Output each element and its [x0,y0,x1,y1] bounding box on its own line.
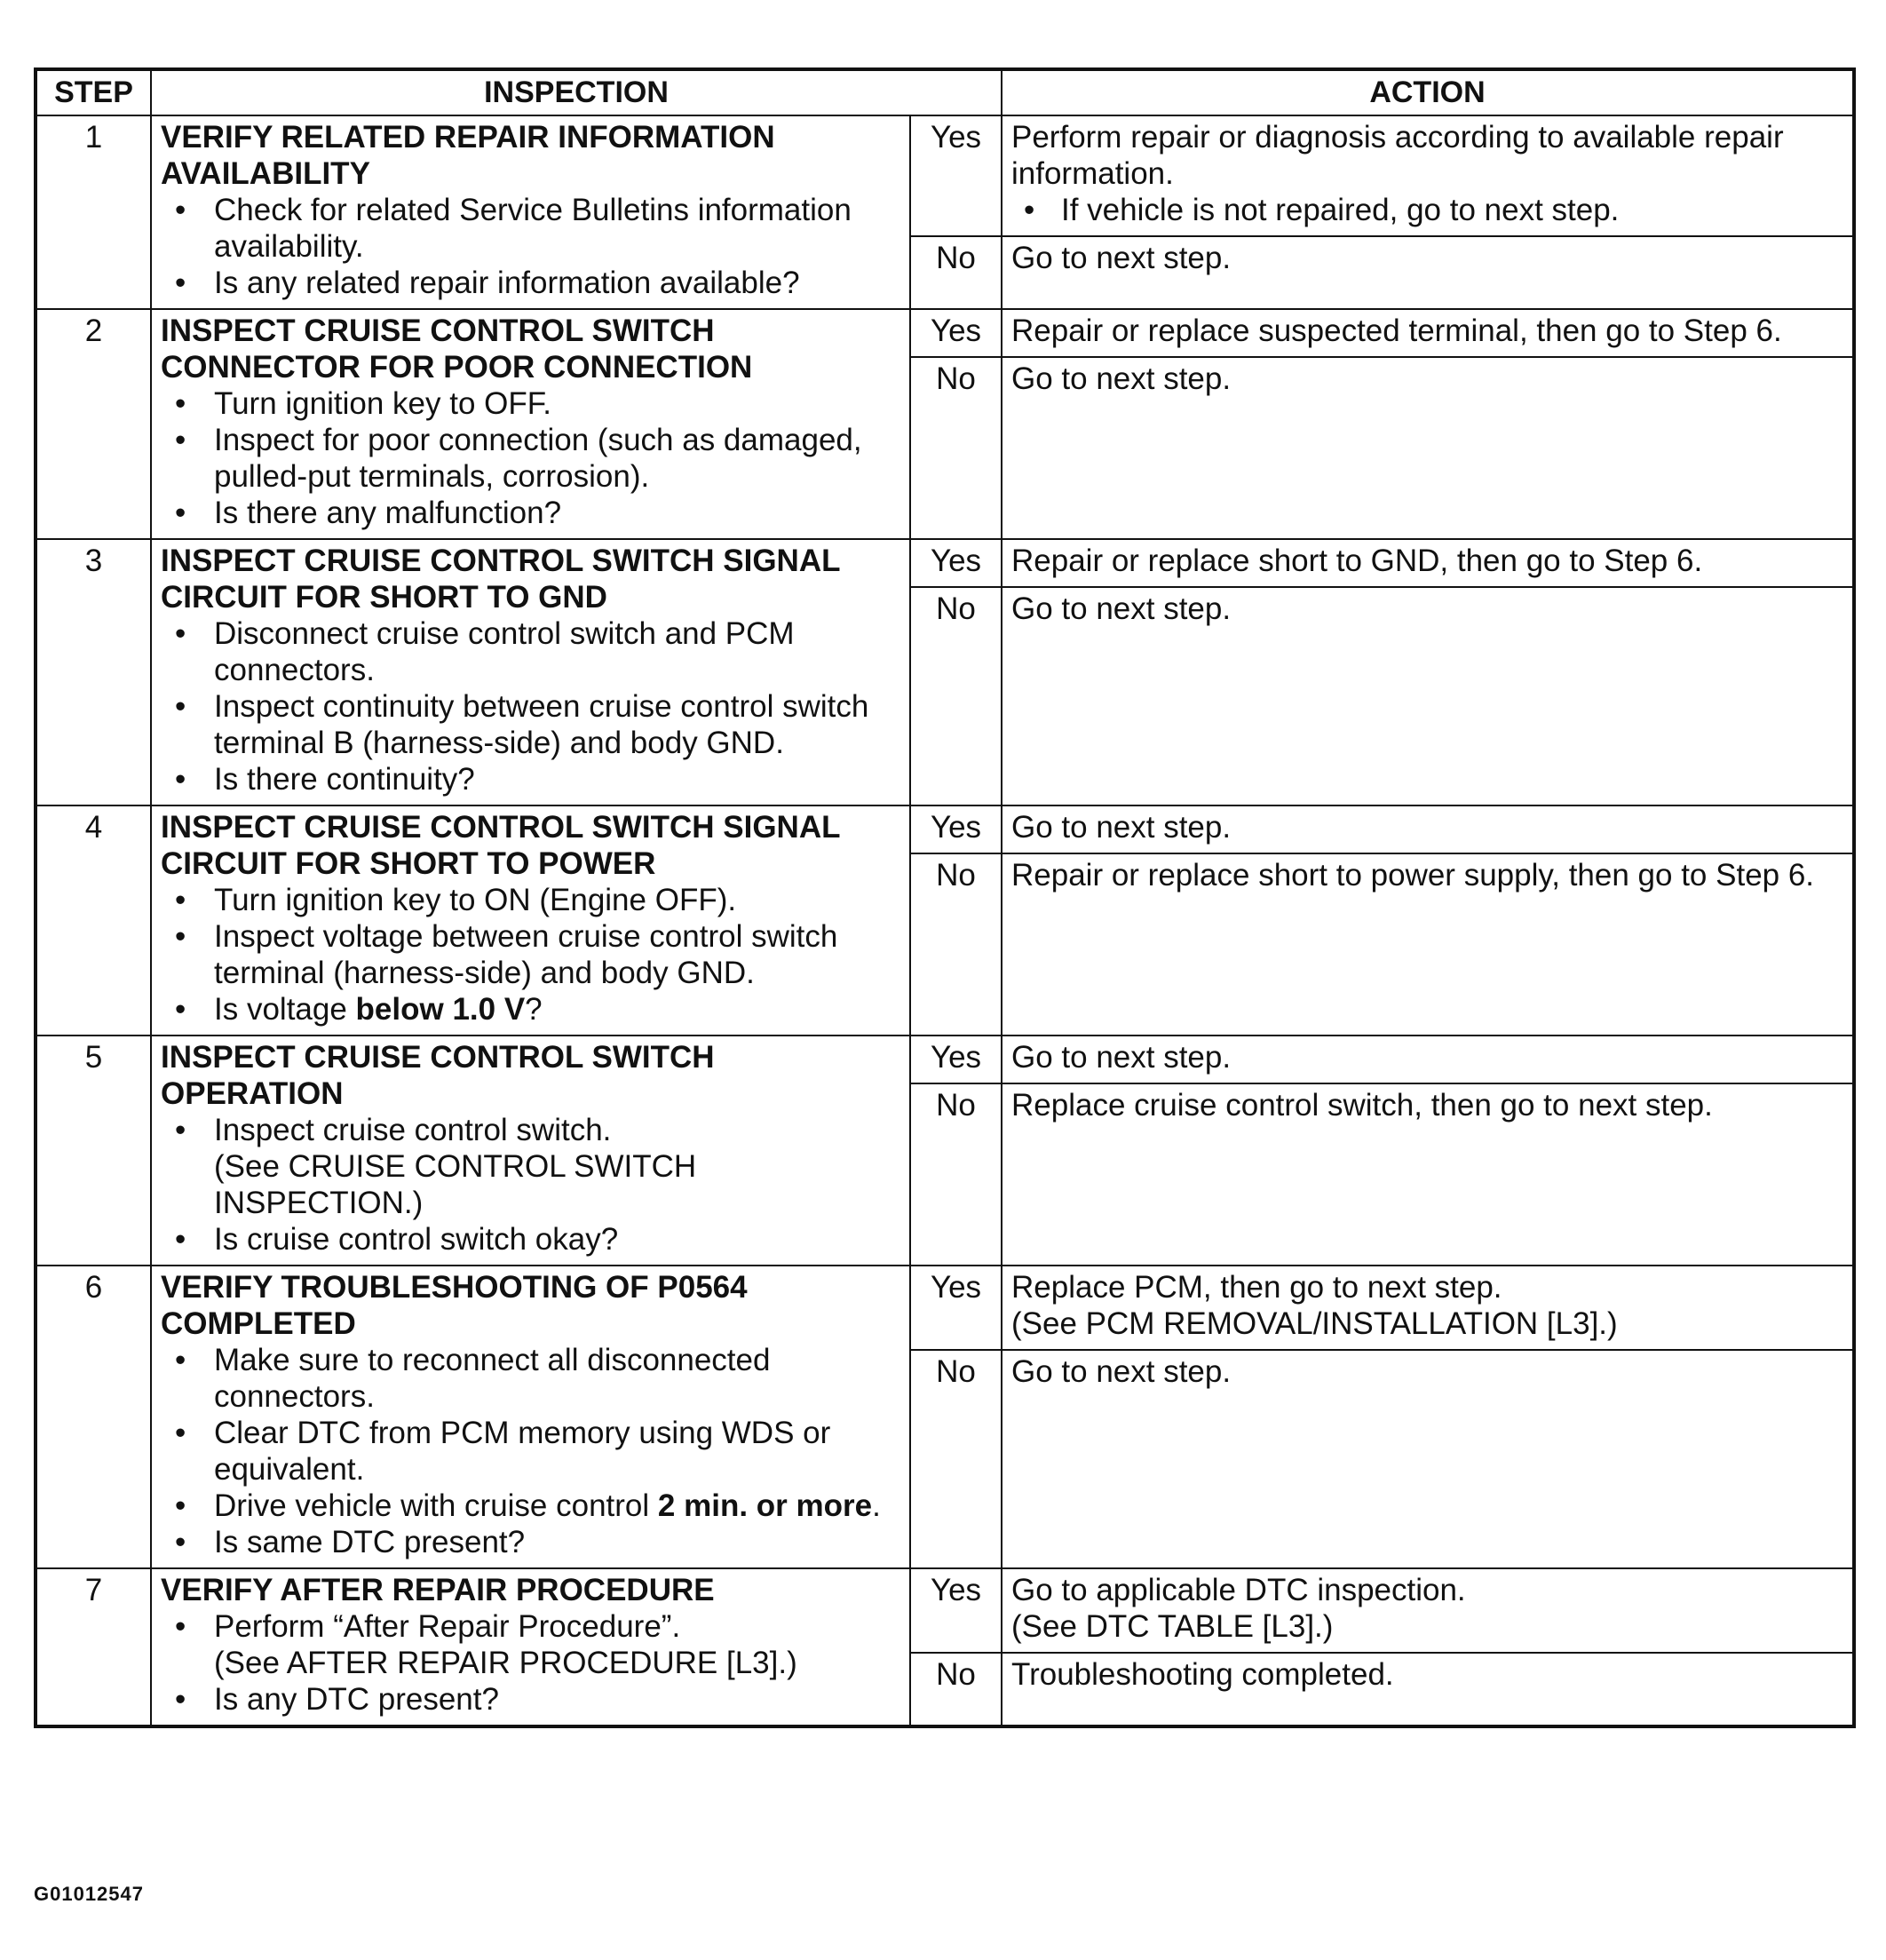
step-number: 7 [36,1568,151,1726]
inspection-bullet: • Is there continuity? [161,761,900,797]
step-5-yes-row [36,1036,1854,1083]
no-label: No [910,587,1002,805]
yes-action-text: Perform repair or diagnosis according to available repair information. [1011,120,1784,191]
step-inspection [151,115,910,309]
step-title: VERIFY AFTER REPAIR PROCEDURE [161,1573,715,1607]
yes-action: Go to next step. [1002,1036,1854,1083]
step-3-yes-row [36,539,1854,587]
bullet-reference: (See CRUISE CONTROL SWITCH INSPECTION.) [214,1149,697,1220]
header-row [36,69,1854,115]
inspection-bullet: • Is any related repair information available? [161,265,900,301]
diagnostic-table [34,67,1856,1728]
step-number: 5 [36,1036,151,1266]
inspection-bullet: • Is cruise control switch okay? [161,1221,900,1258]
bullet-text: Drive vehicle with cruise control [214,1488,658,1523]
header-step: STEP [36,69,151,115]
yes-label: Yes [910,1036,1002,1083]
step-number: 6 [36,1266,151,1568]
no-action: Repair or replace short to power supply, then go to Step 6. [1002,853,1854,1036]
inspection-bullet: • Inspect voltage between cruise control switch terminal (harness-side) and body GND. [161,918,900,991]
figure-id: G01012547 [34,1883,144,1905]
header-inspection: INSPECTION [151,69,1002,115]
no-action: Go to next step. [1002,1350,1854,1568]
yes-action: Repair or replace suspected terminal, then go to Step 6. [1002,309,1854,357]
step-inspection [151,805,910,1036]
bullet-text: ? [525,992,543,1027]
inspection-bullet: • Inspect for poor connection (such as damaged, pulled-put terminals, corrosion). [161,422,900,495]
no-action: Go to next step. [1002,587,1854,805]
step-inspection [151,1266,910,1568]
step-number: 1 [36,115,151,309]
yes-action [1002,115,1854,236]
no-action: Troubleshooting completed. [1002,1653,1854,1726]
yes-label: Yes [910,1266,1002,1350]
inspection-bullets [161,1342,900,1560]
step-4-yes-row [36,805,1854,853]
inspection-bullets [161,1608,900,1718]
inspection-bullet: • Turn ignition key to ON (Engine OFF). [161,882,900,918]
inspection-bullets [161,1112,900,1258]
step-1-yes-row [36,115,1854,236]
no-label: No [910,357,1002,539]
inspection-bullet: • Disconnect cruise control switch and PCM connectors. [161,615,900,688]
inspection-bullets [161,615,900,797]
yes-label: Yes [910,805,1002,853]
step-inspection [151,309,910,539]
bullet-text: • Inspect cruise control switch. [214,1113,612,1147]
no-label: No [910,853,1002,1036]
bullet-text: • Perform “After Repair Procedure”. [214,1609,681,1644]
inspection-bullet: • Turn ignition key to OFF. [161,385,900,422]
inspection-bullet: • Check for related Service Bulletins information availability. [161,192,900,265]
bullet-text: Is voltage [214,992,356,1027]
step-inspection [151,1036,910,1266]
no-action: Go to next step. [1002,357,1854,539]
bullet-emphasis: 2 min. or more [657,1488,873,1523]
step-7-yes-row [36,1568,1854,1653]
yes-action-sub: • If vehicle is not repaired, go to next step. [1011,192,1843,228]
inspection-bullet: • Clear DTC from PCM memory using WDS or equivalent. [161,1415,900,1488]
header-action: ACTION [1002,69,1854,115]
bullet-text: . [872,1488,881,1523]
inspection-bullet: • Is any DTC present? [161,1681,900,1718]
yes-action: Repair or replace short to GND, then go to Step 6. [1002,539,1854,587]
inspection-bullet: • Inspect continuity between cruise control switch terminal B (harness-side) and body GND. [161,688,900,761]
yes-action-reference: (See DTC TABLE [L3].) [1011,1609,1334,1644]
step-number: 4 [36,805,151,1036]
inspection-bullet: • Make sure to reconnect all disconnected connectors. [161,1342,900,1415]
no-action: Replace cruise control switch, then go to next step. [1002,1083,1854,1266]
yes-label: Yes [910,539,1002,587]
no-label: No [910,1083,1002,1266]
inspection-bullets [161,882,900,1028]
inspection-bullet: • Is there any malfunction? [161,495,900,531]
step-title: VERIFY RELATED REPAIR INFORMATION AVAILABILITY [161,120,775,191]
step-title: INSPECT CRUISE CONTROL SWITCH SIGNAL CIRCUIT FOR SHORT TO POWER [161,810,840,881]
yes-label: Yes [910,309,1002,357]
inspection-bullet [161,1608,900,1681]
inspection-bullets [161,192,900,301]
yes-action-reference: (See PCM REMOVAL/INSTALLATION [L3].) [1011,1306,1618,1341]
inspection-bullet [161,991,900,1028]
inspection-bullet: • Is same DTC present? [161,1524,900,1560]
step-title: INSPECT CRUISE CONTROL SWITCH SIGNAL CIRCUIT FOR SHORT TO GND [161,544,840,615]
yes-action-text: Go to applicable DTC inspection. [1011,1573,1466,1607]
step-inspection [151,539,910,805]
yes-action-text: Replace PCM, then go to next step. [1011,1270,1502,1305]
no-label: No [910,236,1002,309]
step-title: VERIFY TROUBLESHOOTING OF P0564 COMPLETED [161,1270,748,1341]
inspection-bullet [161,1112,900,1221]
step-6-yes-row [36,1266,1854,1350]
yes-label: Yes [910,115,1002,236]
inspection-bullet [161,1488,900,1524]
step-number: 2 [36,309,151,539]
step-title: INSPECT CRUISE CONTROL SWITCH OPERATION [161,1040,715,1111]
no-label: No [910,1653,1002,1726]
no-label: No [910,1350,1002,1568]
step-inspection [151,1568,910,1726]
step-title: INSPECT CRUISE CONTROL SWITCH CONNECTOR FOR POOR CONNECTION [161,313,753,385]
step-number: 3 [36,539,151,805]
inspection-bullets [161,385,900,531]
bullet-reference: (See AFTER REPAIR PROCEDURE [L3].) [214,1646,797,1680]
yes-label: Yes [910,1568,1002,1653]
bullet-emphasis: below 1.0 V [355,992,526,1027]
yes-action [1002,1266,1854,1350]
yes-action: Go to next step. [1002,805,1854,853]
step-2-yes-row [36,309,1854,357]
yes-action [1002,1568,1854,1653]
no-action: Go to next step. [1002,236,1854,309]
